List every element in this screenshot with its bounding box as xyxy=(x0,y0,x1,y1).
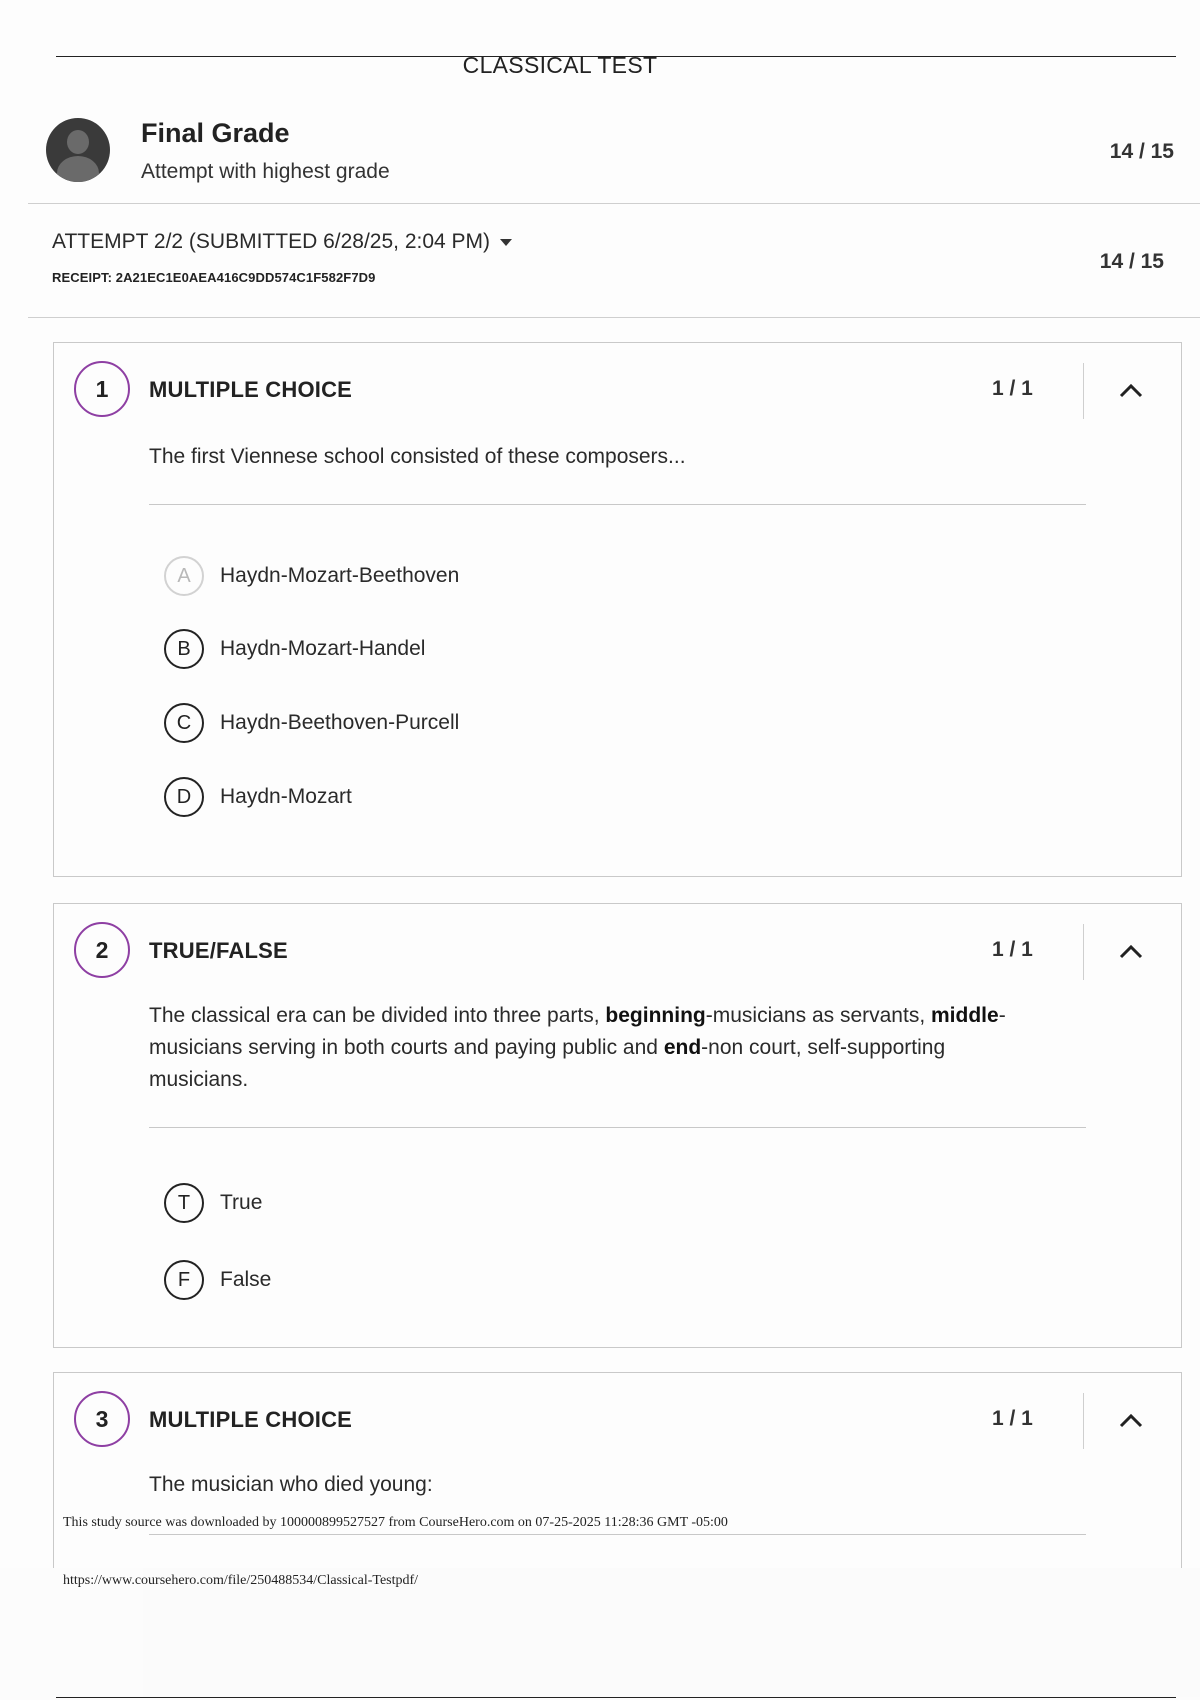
final-grade-subtitle: Attempt with highest grade xyxy=(141,160,390,183)
divider xyxy=(149,1127,1086,1128)
chevron-up-icon xyxy=(1117,940,1145,962)
receipt-code: RECEIPT: 2A21EC1E0AEA416C9DD574C1F582F7D9 xyxy=(52,270,376,285)
answer-option[interactable] xyxy=(164,702,459,744)
question-score: 1 / 1 xyxy=(992,1407,1033,1430)
attempt-dropdown[interactable] xyxy=(52,230,512,254)
question-number: 3 xyxy=(74,1391,130,1447)
download-notice: This study source was downloaded by 100000899527527 from CourseHero.com on 07-25-2025 11:28:36 GMT -05:00 xyxy=(63,1515,728,1530)
answer-option[interactable] xyxy=(164,776,352,818)
question-type: MULTIPLE CHOICE xyxy=(149,377,353,402)
final-grade-title: Final Grade xyxy=(141,118,290,148)
option-letter: C xyxy=(164,703,204,743)
question-card xyxy=(53,1372,1182,1568)
question-card xyxy=(53,342,1182,877)
question-number: 1 xyxy=(74,361,130,417)
chevron-up-icon xyxy=(1117,379,1145,401)
question-score: 1 / 1 xyxy=(992,938,1033,961)
attempt-label: ATTEMPT 2/2 (SUBMITTED 6/28/25, 2:04 PM) xyxy=(52,230,491,253)
divider xyxy=(149,504,1086,505)
question-score: 1 / 1 xyxy=(992,377,1033,400)
option-label: Haydn-Mozart xyxy=(220,785,352,808)
answer-option[interactable] xyxy=(164,1259,271,1301)
collapse-button[interactable] xyxy=(1117,1409,1145,1431)
question-text: The first Viennese school consisted of these composers... xyxy=(149,445,686,468)
separator xyxy=(1083,924,1084,980)
option-letter: B xyxy=(164,629,204,669)
option-letter: A xyxy=(164,556,204,596)
question-card xyxy=(53,903,1182,1348)
question-number: 2 xyxy=(74,922,130,978)
option-label: False xyxy=(220,1268,272,1291)
collapse-button[interactable] xyxy=(1117,379,1145,401)
divider xyxy=(28,317,1200,318)
source-url: https://www.coursehero.com/file/250488534/Classical-Testpdf/ xyxy=(63,1573,419,1588)
bottom-rule xyxy=(56,1697,1176,1698)
caret-down-icon xyxy=(500,239,512,246)
attempt-row xyxy=(28,204,1200,316)
option-label: Haydn-Beethoven-Purcell xyxy=(220,711,460,734)
user-avatar-icon xyxy=(46,118,110,182)
option-label: Haydn-Mozart-Beethoven xyxy=(220,564,460,587)
final-grade-row xyxy=(28,104,1200,202)
collapse-button[interactable] xyxy=(1117,940,1145,962)
chevron-up-icon xyxy=(1117,1409,1145,1431)
answer-option[interactable] xyxy=(164,628,425,670)
question-text: The musician who died young: xyxy=(149,1473,433,1496)
option-letter: F xyxy=(164,1260,204,1300)
document-title: CLASSICAL TEST xyxy=(462,52,658,78)
option-letter: D xyxy=(164,777,204,817)
final-grade-score: 14 / 15 xyxy=(1109,140,1174,163)
separator xyxy=(1083,1393,1084,1449)
question-type: TRUE/FALSE xyxy=(149,938,288,963)
option-label: Haydn-Mozart-Handel xyxy=(220,637,426,660)
answer-option[interactable] xyxy=(164,555,459,597)
option-label: True xyxy=(220,1191,263,1214)
answer-option[interactable] xyxy=(164,1182,262,1224)
divider xyxy=(149,1534,1086,1535)
option-letter: T xyxy=(164,1183,204,1223)
attempt-score: 14 / 15 xyxy=(1099,250,1164,273)
question-type: MULTIPLE CHOICE xyxy=(149,1407,353,1432)
question-text: The classical era can be divided into three parts, beginning-musicians as servants, middle-musicians serving in both courts and paying public and end-non court, self-supporting musicians. xyxy=(149,1004,1006,1091)
separator xyxy=(1083,363,1084,419)
